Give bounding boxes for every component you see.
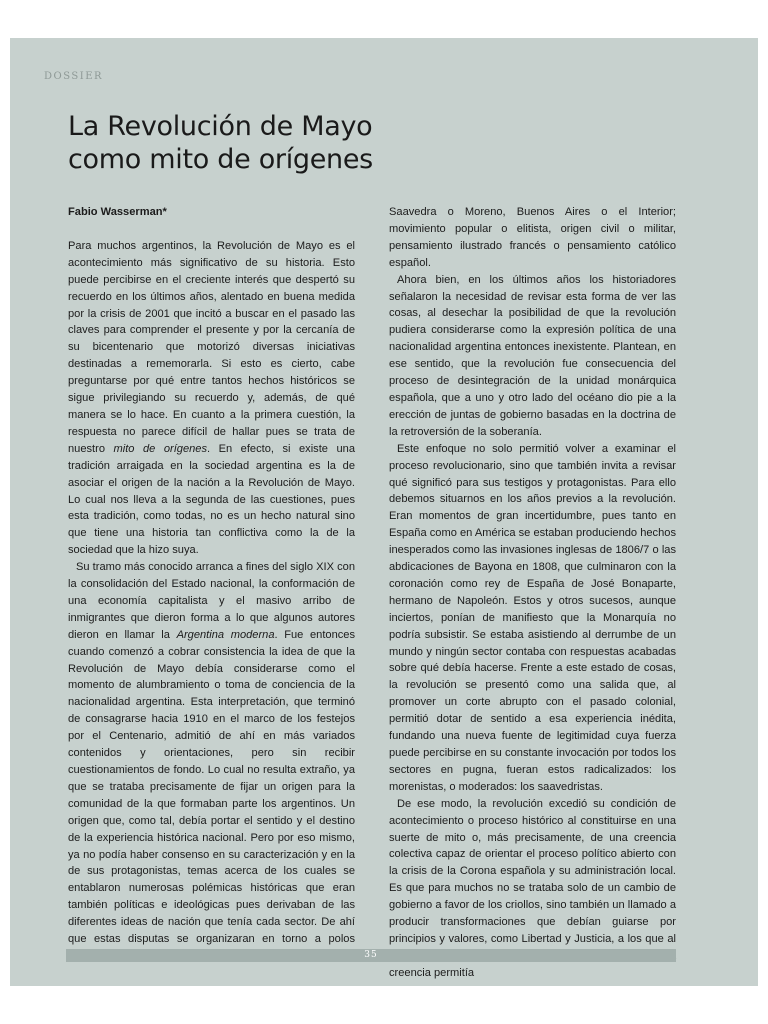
- paragraph-2: [68, 559, 355, 965]
- left-column: [68, 204, 355, 965]
- paragraph-1: [68, 238, 355, 559]
- article-title: [68, 110, 668, 176]
- paragraph-2-emphasis: Argentina moderna: [176, 628, 275, 641]
- paragraph-2-text-a: Su tramo más conocido arranca a fines del siglo XIX con la consolidación del Estado nacional, la conformación de una economía capitalista y el masivo arribo de inmigrantes que dieron forma a lo que algunos autores dieron en llamar la: [68, 561, 355, 641]
- title-line-1: La Revolución de Mayo: [68, 111, 373, 142]
- right-column: [389, 204, 676, 982]
- title-line-2: como mito de orígenes: [68, 144, 373, 175]
- paragraph-5: Este enfoque no solo permitió volver a examinar el proceso revolucionario, sino que también invita a revisar qué significó para sus testigos y protagonistas. Para ello debemos situarnos en los años previos a la revolución. Eran momentos de gran incertidumbre, pues tanto en España como en América se estaban produciendo hechos inesperados como las invasiones inglesas de 1806/7 o las abdicaciones de Bayona en 1808, que culminaron con la coronación como rey de España de José Bonaparte, hermano de Napoleón. Estos y otros sucesos, aunque inciertos, ponían de manifiesto que la Monarquía no podría subsistir. Se estaba asistiendo al derrumbe de un mundo y ningún sector contaba con respuestas acabadas sobre qué debía hacerse. Frente a este estado de cosas, la revolución se presentó como una salida que, al promover un corte abrupto con el pasado colonial, permitió dotar de sentido a esa experiencia inédita, fundando una nueva fuente de legitimidad cuya fuerza puede percibirse en su constante invocación por todos los sectores en pugna, fueran estos radicalizados: los morenistas, o moderados: los saavedristas.: [389, 442, 676, 793]
- paragraph-1-text-b: . En efecto, si existe una tradición arraigada en la sociedad argentina es la de asociar el origen de la nación a la Revolución de Mayo. Lo cual nos lleva a la segunda de las cuestiones, pues esta tradición, como todas, no es un hecho natural sino que tiene una historia tan conflictiva como la de la sociedad que la hizo suya.: [68, 442, 355, 557]
- author-byline: Fabio Wasserman*: [68, 206, 167, 218]
- page-number: 35: [364, 950, 378, 960]
- paragraph-1-emphasis: mito de orígenes: [113, 442, 207, 455]
- paragraph-4: Ahora bien, en los últimos años los historiadores señalaron la necesidad de revisar esta forma de ver las cosas, al desechar la posibilidad de que la revolución pudiera considerarse como la expresión política de una nacionalidad argentina entonces inexistente. Plantean, en ese sentido, que la revolución fue consecuencia del proceso de desintegración de la unidad monárquica española, que a uno y otro lado del océano dio pie a la erección de juntas de gobierno basadas en la doctrina de la retroversión de la soberanía.: [389, 273, 676, 438]
- paragraph-1-text-a: Para muchos argentinos, la Revolución de Mayo es el acontecimiento más significativo de su historia. Esto puede percibirse en el creciente interés que despertó su recuerdo en los últimos años, alentado en buena medida por la crisis de 2001 que incitó a buscar en el pasado las claves para comprender el presente y por la cercanía de su bicentenario que motorizó diversas iniciativas destinadas a rememorarla. Si esto es cierto, cabe preguntarse por qué entre tantos hechos históricos se sigue privilegiando su recuerdo y, además, de qué manera se lo hace. En cuanto a la primera cuestión, la respuesta no parece difícil de hallar pues se trata de nuestro: [68, 239, 355, 455]
- section-label: DOSSIER: [44, 71, 104, 82]
- paragraph-2-text-b: . Fue entonces cuando comenzó a cobrar consistencia la idea de que la Revolución de Mayo debía considerarse como el momento de alumbramiento o toma de conciencia de la nacionalidad argentina. Esta interpretación, que terminó de consagrarse hacia 1910 en el marco de los festejos por el Centenario, admitió de ahí en más variados contenidos y orientaciones, pero sin recibir cuestionamientos de fondo. Lo cual no resulta extraño, ya que se trataba precisamente de fijar un origen para la comunidad de la que formaban parte los argentinos. Un origen que, como tal, debía portar el sentido y el destino de la experiencia histórica nacional. Pero por eso mismo, ya no podía haber consenso en su caracterización y en la de sus protagonistas, temas acerca de los cuales se entablaron numerosas polémicas históricas que eran también políticas e ideológicas pues derivaban de las diferentes ideas de nación que tenía cada sector. De ahí que estas disputas se organizaran en torno a polos: [68, 628, 355, 946]
- article-page: [10, 38, 758, 986]
- paragraph-3: Saavedra o Moreno, Buenos Aires o el Interior; movimiento popular o elitista, origen civil o militar, pensamiento ilustrado francés o pensamiento católico español.: [389, 206, 676, 269]
- paragraph-6: De ese modo, la revolución excedió su condición de acontecimiento o proceso histórico al constituirse en una suerte de mito o, más precisamente, de una creencia colectiva capaz de orientar el proceso político abierto con la crisis de la Corona española y su administración local. Es que para muchos no se trataba solo de un cambio de gobierno a favor de los criollos, sino también un llamado a producir transformaciones que debían guiarse por principios y valores, como Libertad y Justicia, a los que al creencia permitía: [389, 797, 676, 979]
- footer-bar: [66, 949, 676, 962]
